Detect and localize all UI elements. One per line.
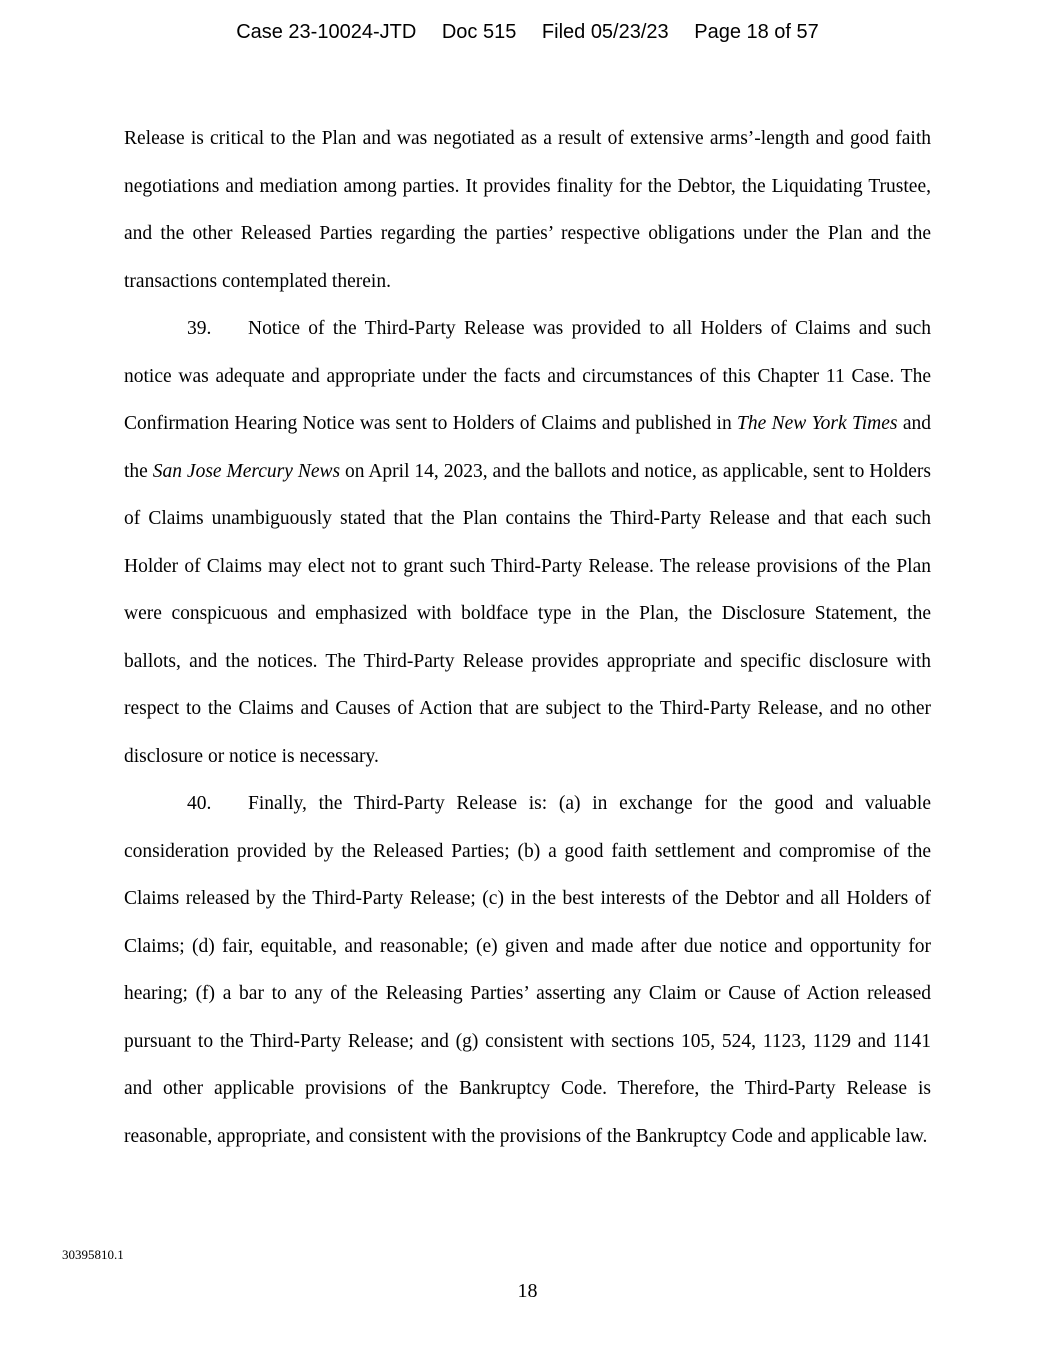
paragraph-39	[124, 305, 931, 780]
filed-date: Filed 05/23/23	[541, 21, 669, 43]
paragraph-number: 39.	[187, 318, 212, 339]
document-id: 30395810.1	[62, 1247, 124, 1262]
document-body	[124, 115, 931, 1160]
paragraph-text: Finally, the Third-Party Release is: (a) in exchange for the good and valuable consideration provided by the Released Parties; (b) a good faith settlement and compromise of the Claims released by the Third-Party Release; (c) in the best interests of the Debtor and all Holders of Claims; (d) fair, equitable, and reasonable; (e) given and made after due notice and opportunity for hearing; (f) a bar to any of the Releasing Parties’ asserting any Claim or Cause of Action released pursuant to the Third-Party Release; and (g) consistent with sections 105, 524, 1123, 1129 and 1141 and other applicable provisions of the Bankruptcy Code. Therefore, the Third-Party Release is reasonable, appropriate, and consistent with the provisions of the Bankruptcy Code and applicable law.	[124, 793, 931, 1147]
paragraph-text: on April 14, 2023, and the ballots and notice, as applicable, sent to Holders of Claims unambiguously stated that the Plan contains the Third-Party Release and that each such Holder of Claims may elect not to grant such Third-Party Release. The release provisions of the Plan were conspicuous and emphasized with boldface type in the Plan, the Disclosure Statement, the ballots, and the notices. The Third-Party Release provides appropriate and specific disclosure with respect to the Claims and Causes of Action that are subject to the Third-Party Release, and no other disclosure or notice is necessary.	[124, 460, 931, 767]
paragraph-text: Notice of the Third-Party Release was provided to all Holders of Claims and such notice was adequate and appropriate under the facts and circumstances of this Chapter 11 Case. The Confirmation Hearing Notice was sent to Holders of Claims and published in	[124, 318, 931, 434]
publication-name: The New York Times	[737, 413, 898, 434]
paragraph-40	[124, 780, 931, 1160]
doc-number: Doc 515	[441, 21, 517, 43]
page-number: 18	[517, 1280, 538, 1302]
paragraph-number: 40.	[187, 793, 212, 814]
publication-name: San Jose Mercury News	[152, 460, 341, 482]
page-of-total: Page 18 of 57	[694, 21, 819, 43]
case-number: Case 23-10024-JTD	[236, 21, 417, 43]
filing-header	[0, 19, 1055, 45]
paragraph-text: and the	[124, 413, 931, 482]
paragraph-continued: Release is critical to the Plan and was negotiated as a result of extensive arms’-length and good faith negotiations and mediation among parties. It provides finality for the Debtor, the Liquidating Trustee, and the other Released Parties regarding the parties’ respective obligations under the Plan and the transactions contemplated therein.	[124, 128, 931, 292]
